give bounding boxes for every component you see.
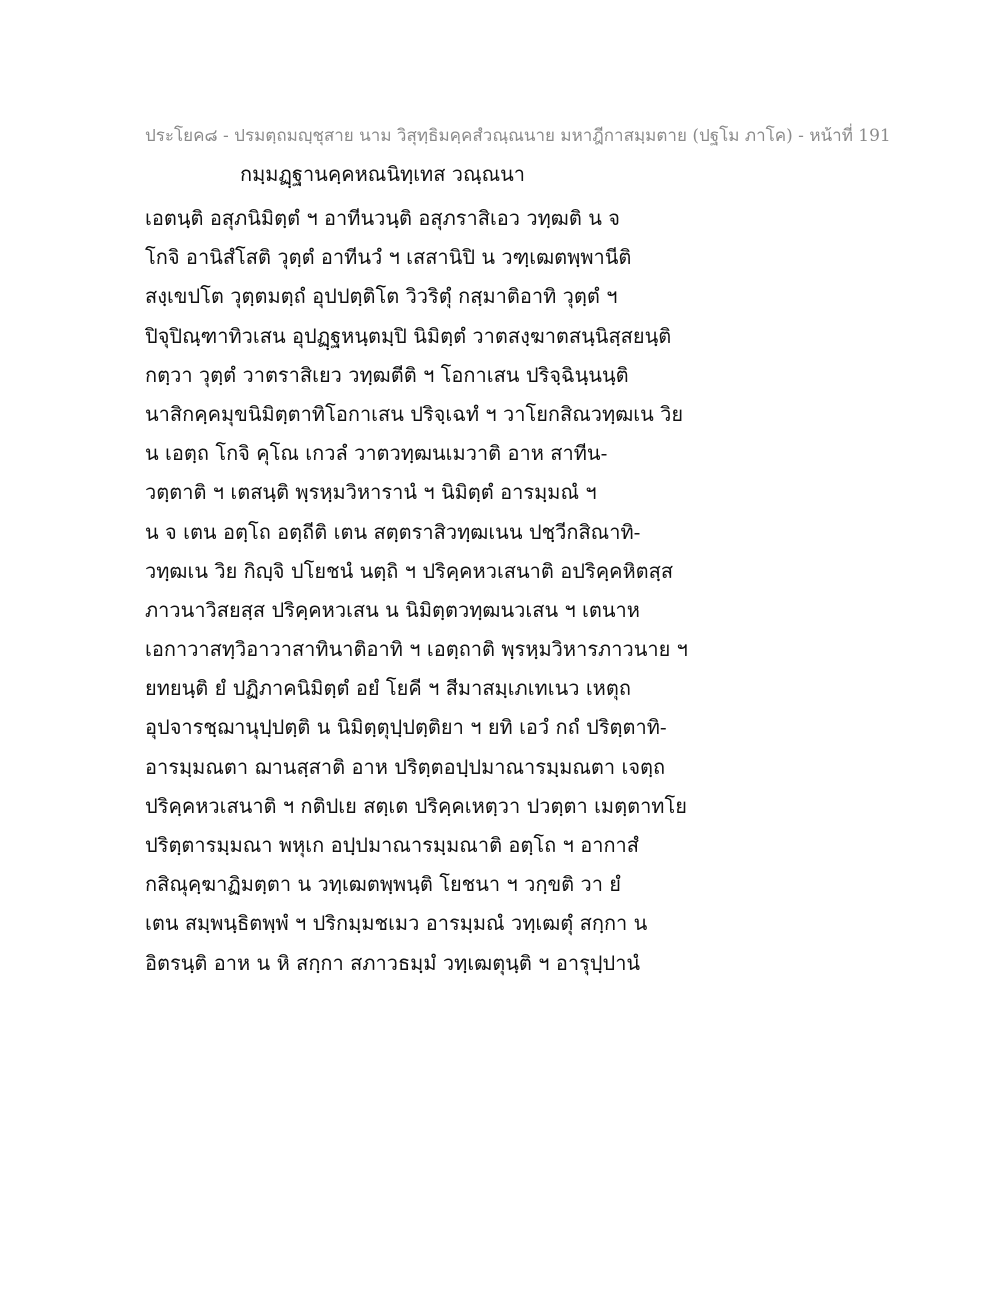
text-line: น เอตฺถ โกจิ คุโณ เกวลํ วาตวทฺฒนเมวาติ อาห สาทีน- [145, 441, 608, 466]
text-line: กตฺวา วุตฺตํ วาตราสิเยว วทฺฒตีติ ฯ โอกาเสน ปริจฺฉินฺนนฺติ [145, 362, 629, 387]
text-line: เอกาวาสทฺวิอาวาสาทินาติอาทิ ฯ เอตฺถาติ พฺรหฺมวิหารภาวนาย ฯ [145, 637, 688, 662]
text-line: ปิจุปิณฺฑาทิวเสน อุปฏฺฐหนฺตมฺปิ นิมิตฺตํ วาตสงฺฆาตสนฺนิสฺสยนฺติ [145, 323, 672, 348]
text-line: อุปจารชฺฌานุปฺปตฺติ น นิมิตฺตุปฺปตฺติยา ฯ ยทิ เอวํ กถํ ปริตฺตาทิ- [145, 715, 667, 740]
text-line: ปริคฺคหวเสนาติ ฯ กติปเย สตฺเต ปริคฺคเหตฺวา ปวตฺตา เมตฺตาทโย [145, 793, 687, 818]
body-text [145, 199, 845, 983]
text-line: วทฺฒเน วิย กิญฺจิ ปโยชนํ นตฺถิ ฯ ปริคฺคหวเสนาติ อปริคฺคหิตสฺส [145, 558, 674, 583]
text-line: วตฺตาติ ฯ เตสนฺติ พฺรหฺมวิหารานํ ฯ นิมิตฺตํ อารมฺมณํ ฯ [145, 480, 597, 505]
text-line: สงฺเขปโต วุตฺตมตฺถํ อุปปตฺติโต วิวริตุํ กสฺมาติอาทิ วุตฺตํ ฯ [145, 284, 618, 309]
text-line: เอตนฺติ อสุภนิมิตฺตํ ฯ อาทีนวนฺติ อสุภราสิเอว วทฺฒติ น จ [145, 206, 620, 230]
text-line: น จ เตน อตฺโถ อตฺถีติ เตน สตฺตราสิวทฺฒเนน ปชฺวีกสิณาทิ- [145, 519, 641, 544]
text-line: เตน สมฺพนฺธิตพฺพํ ฯ ปริกมฺมชเมว อารมฺมณํ วทฺเฒตุํ สกฺกา น [145, 911, 648, 936]
text-line: กสิณุคฺฆาฏิมตฺตา น วทฺเฒตพฺพนฺติ โยชนา ฯ วกฺขติ วา ยํ [145, 872, 621, 897]
text-line: ยทยนฺติ ยํ ปฏิภาคนิมิตฺตํ อยํ โยคี ฯ สีมาสมฺเภเทเนว เหตุถ [145, 676, 631, 701]
text-line: อิตรนฺติ อาห น หิ สกฺกา สภาวธมฺมํ วทฺเฒตุนฺติ ฯ อารุปฺปานํ [145, 950, 641, 975]
text-line: โกจิ อานิสํโสติ วุตฺตํ อาทีนวํ ฯ เสสานิปิ น วฑฺเฒตพฺพานีติ [145, 245, 632, 270]
section-title: กมฺมฏฺฐานคฺคหณนิทฺเทส วณฺณนา [240, 162, 526, 186]
text-line: ปริตฺตารมฺมณา พหุเก อปฺปมาณารมฺมณาติ อตฺโถ ฯ อากาสํ [145, 833, 639, 857]
text-line: อารมฺมณตา ฌานสฺสาติ อาห ปริตฺตอปฺปมาณารมฺมณตา เจตฺถ [145, 754, 666, 779]
text-line: นาสิกคฺคมุขนิมิตฺตาทิโอกาเสน ปริจฺเฉทํ ฯ วาโยกสิณวทฺฒเน วิย [145, 401, 684, 426]
text-line: ภาวนาวิสยสฺส ปริคฺคหวเสน น นิมิตฺตวทฺฒนวเสน ฯ เตนาห [145, 597, 640, 622]
running-header: ประโยค๘ - ปรมตฺถมญฺชุสาย นาม วิสุทฺธิมคฺคสํวณฺณนาย มหาฎีกาสมฺมตาย (ปฐโม ภาโค) - หน้าที่ 191 [145, 126, 891, 146]
